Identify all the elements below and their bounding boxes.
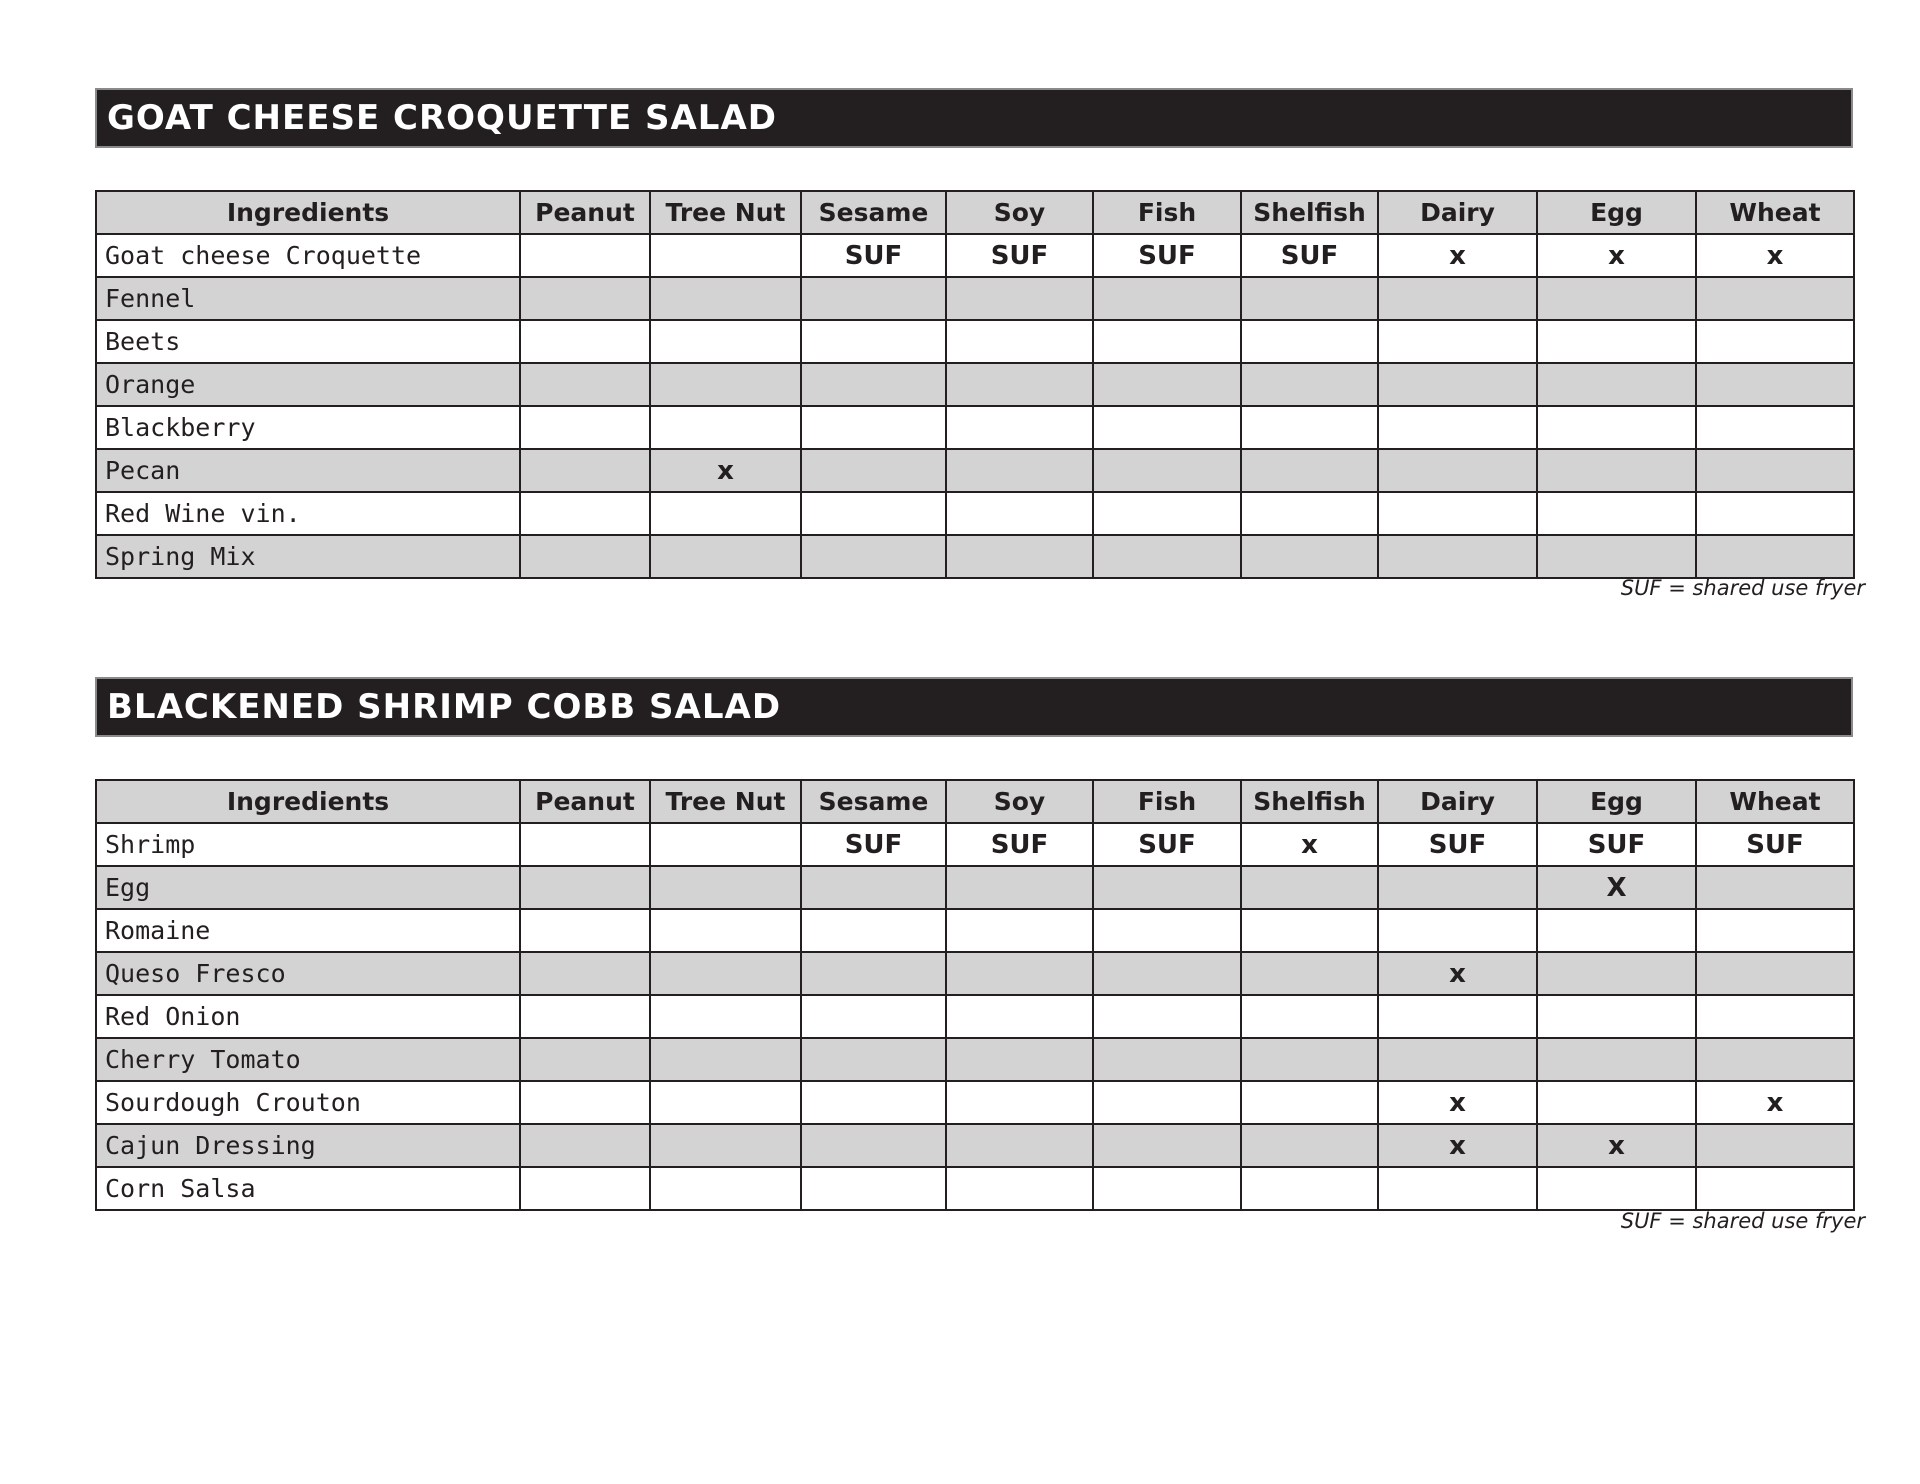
allergen-mark-cell: [801, 406, 946, 449]
allergen-mark-cell: [1696, 1167, 1854, 1210]
allergen-mark-cell: [1093, 1124, 1241, 1167]
allergen-mark-cell: [1093, 1038, 1241, 1081]
ingredient-cell: Goat cheese Croquette: [96, 234, 520, 277]
column-header: Wheat: [1696, 191, 1854, 234]
footnote: SUF = shared use fryer: [1620, 1209, 1865, 1233]
allergen-mark-cell: [1696, 277, 1854, 320]
column-header: Soy: [946, 191, 1093, 234]
column-header: Ingredients: [96, 191, 520, 234]
column-header: Shelfish: [1241, 191, 1378, 234]
column-header: Sesame: [801, 191, 946, 234]
table-row: [96, 277, 1854, 320]
allergen-table: [95, 190, 1855, 579]
allergen-mark-cell: [1537, 995, 1696, 1038]
allergen-mark-cell: [1093, 492, 1241, 535]
allergen-section-shrimp-cobb: [95, 677, 1865, 1233]
allergen-mark-cell: x: [1696, 1081, 1854, 1124]
table-row: [96, 1167, 1854, 1210]
allergen-mark-cell: [520, 866, 650, 909]
allergen-mark-cell: [801, 909, 946, 952]
allergen-mark-cell: [650, 1038, 801, 1081]
table-row: [96, 492, 1854, 535]
allergen-mark-cell: [650, 952, 801, 995]
allergen-mark-cell: [1537, 535, 1696, 578]
allergen-mark-cell: [520, 492, 650, 535]
column-header: Ingredients: [96, 780, 520, 823]
allergen-mark-cell: [1093, 535, 1241, 578]
allergen-mark-cell: [946, 320, 1093, 363]
allergen-mark-cell: x: [1241, 823, 1378, 866]
allergen-mark-cell: [1696, 492, 1854, 535]
ingredient-cell: Egg: [96, 866, 520, 909]
allergen-mark-cell: [1696, 320, 1854, 363]
allergen-mark-cell: [1378, 866, 1537, 909]
allergen-mark-cell: [801, 995, 946, 1038]
allergen-mark-cell: [801, 535, 946, 578]
allergen-mark-cell: SUF: [1093, 823, 1241, 866]
allergen-mark-cell: x: [1537, 1124, 1696, 1167]
allergen-mark-cell: [1537, 363, 1696, 406]
allergen-mark-cell: [650, 1081, 801, 1124]
allergen-mark-cell: [1241, 952, 1378, 995]
allergen-mark-cell: [946, 449, 1093, 492]
allergen-mark-cell: [1241, 1038, 1378, 1081]
table-row: [96, 1038, 1854, 1081]
allergen-mark-cell: [1537, 1081, 1696, 1124]
table-row: [96, 866, 1854, 909]
allergen-mark-cell: [1241, 277, 1378, 320]
allergen-mark-cell: [1378, 492, 1537, 535]
allergen-mark-cell: SUF: [801, 823, 946, 866]
allergen-mark-cell: [1696, 406, 1854, 449]
table-row: [96, 363, 1854, 406]
allergen-mark-cell: [1696, 1038, 1854, 1081]
allergen-mark-cell: [1696, 866, 1854, 909]
allergen-mark-cell: [1378, 909, 1537, 952]
allergen-mark-cell: [1696, 449, 1854, 492]
allergen-mark-cell: [1537, 1167, 1696, 1210]
allergen-mark-cell: [1378, 1167, 1537, 1210]
allergen-mark-cell: [1537, 449, 1696, 492]
allergen-mark-cell: [801, 866, 946, 909]
allergen-mark-cell: [520, 406, 650, 449]
allergen-mark-cell: [1093, 320, 1241, 363]
allergen-mark-cell: [1696, 995, 1854, 1038]
allergen-mark-cell: [1378, 320, 1537, 363]
allergen-mark-cell: [1241, 406, 1378, 449]
allergen-mark-cell: x: [1696, 234, 1854, 277]
allergen-mark-cell: [946, 952, 1093, 995]
column-header: Shelfish: [1241, 780, 1378, 823]
table-header-row: [96, 780, 1854, 823]
allergen-mark-cell: [650, 995, 801, 1038]
allergen-mark-cell: [520, 1167, 650, 1210]
allergen-mark-cell: [650, 277, 801, 320]
allergen-mark-cell: [946, 866, 1093, 909]
allergen-mark-cell: x: [1378, 1124, 1537, 1167]
allergen-mark-cell: [946, 492, 1093, 535]
allergen-mark-cell: [1093, 866, 1241, 909]
allergen-mark-cell: [801, 277, 946, 320]
allergen-mark-cell: [650, 866, 801, 909]
allergen-mark-cell: [1241, 1124, 1378, 1167]
allergen-mark-cell: [1093, 952, 1241, 995]
allergen-mark-cell: [801, 1124, 946, 1167]
allergen-mark-cell: [801, 1081, 946, 1124]
allergen-mark-cell: [946, 995, 1093, 1038]
allergen-mark-cell: [1378, 1038, 1537, 1081]
allergen-mark-cell: [520, 952, 650, 995]
allergen-mark-cell: [1537, 406, 1696, 449]
ingredient-cell: Corn Salsa: [96, 1167, 520, 1210]
ingredient-cell: Orange: [96, 363, 520, 406]
section-title-banner: [95, 677, 1853, 737]
table-row: [96, 1081, 1854, 1124]
allergen-mark-cell: [946, 406, 1093, 449]
ingredient-cell: Cajun Dressing: [96, 1124, 520, 1167]
allergen-mark-cell: [1696, 1124, 1854, 1167]
column-header: Tree Nut: [650, 191, 801, 234]
allergen-mark-cell: x: [1537, 234, 1696, 277]
footnote: SUF = shared use fryer: [1620, 576, 1865, 600]
allergen-mark-cell: [1537, 320, 1696, 363]
allergen-mark-cell: [520, 823, 650, 866]
allergen-mark-cell: [1537, 1038, 1696, 1081]
allergen-mark-cell: SUF: [1696, 823, 1854, 866]
column-header: Fish: [1093, 191, 1241, 234]
table-row: [96, 823, 1854, 866]
allergen-mark-cell: [946, 1124, 1093, 1167]
allergen-mark-cell: [1093, 1081, 1241, 1124]
allergen-mark-cell: [801, 952, 946, 995]
table-row: [96, 320, 1854, 363]
allergen-mark-cell: [650, 492, 801, 535]
allergen-mark-cell: SUF: [946, 234, 1093, 277]
ingredient-cell: Shrimp: [96, 823, 520, 866]
allergen-mark-cell: [520, 1038, 650, 1081]
ingredient-cell: Beets: [96, 320, 520, 363]
section-title-banner: [95, 88, 1853, 148]
ingredient-cell: Blackberry: [96, 406, 520, 449]
table-row: [96, 1124, 1854, 1167]
allergen-mark-cell: [520, 234, 650, 277]
table-body: [96, 823, 1854, 1210]
allergen-mark-cell: [1241, 535, 1378, 578]
table-header-row: [96, 191, 1854, 234]
allergen-mark-cell: [1537, 952, 1696, 995]
allergen-mark-cell: [1241, 866, 1378, 909]
allergen-mark-cell: x: [1378, 234, 1537, 277]
allergen-mark-cell: SUF: [1093, 234, 1241, 277]
allergen-mark-cell: [1093, 995, 1241, 1038]
column-header: Sesame: [801, 780, 946, 823]
allergen-mark-cell: SUF: [1241, 234, 1378, 277]
allergen-mark-cell: [801, 320, 946, 363]
allergen-mark-cell: [1537, 277, 1696, 320]
allergen-mark-cell: [1241, 1167, 1378, 1210]
allergen-mark-cell: [650, 823, 801, 866]
allergen-mark-cell: [1241, 1081, 1378, 1124]
allergen-mark-cell: [650, 234, 801, 277]
allergen-mark-cell: [946, 1167, 1093, 1210]
allergen-mark-cell: [520, 449, 650, 492]
allergen-mark-cell: X: [1537, 866, 1696, 909]
column-header: Fish: [1093, 780, 1241, 823]
allergen-mark-cell: [1093, 406, 1241, 449]
allergen-mark-cell: [801, 363, 946, 406]
allergen-mark-cell: [1241, 320, 1378, 363]
allergen-mark-cell: [520, 995, 650, 1038]
column-header: Wheat: [1696, 780, 1854, 823]
table-row: [96, 406, 1854, 449]
allergen-mark-cell: [1093, 909, 1241, 952]
table-row: [96, 952, 1854, 995]
allergen-mark-cell: [1378, 406, 1537, 449]
allergen-mark-cell: [946, 909, 1093, 952]
allergen-mark-cell: [1696, 952, 1854, 995]
allergen-mark-cell: [801, 492, 946, 535]
allergen-mark-cell: [1537, 909, 1696, 952]
column-header: Soy: [946, 780, 1093, 823]
allergen-mark-cell: [1378, 535, 1537, 578]
allergen-mark-cell: [520, 535, 650, 578]
allergen-mark-cell: [1241, 363, 1378, 406]
allergen-mark-cell: [1378, 277, 1537, 320]
table-body: [96, 234, 1854, 578]
ingredient-cell: Sourdough Crouton: [96, 1081, 520, 1124]
column-header: Peanut: [520, 191, 650, 234]
allergen-mark-cell: [520, 277, 650, 320]
allergen-mark-cell: [1241, 995, 1378, 1038]
allergen-mark-cell: [1378, 449, 1537, 492]
column-header: Egg: [1537, 780, 1696, 823]
allergen-mark-cell: [650, 406, 801, 449]
allergen-mark-cell: [1093, 277, 1241, 320]
allergen-mark-cell: [1093, 449, 1241, 492]
allergen-mark-cell: [1093, 1167, 1241, 1210]
allergen-mark-cell: [1241, 449, 1378, 492]
allergen-mark-cell: x: [1378, 1081, 1537, 1124]
allergen-mark-cell: SUF: [946, 823, 1093, 866]
allergen-mark-cell: [1241, 909, 1378, 952]
ingredient-cell: Spring Mix: [96, 535, 520, 578]
table-row: [96, 909, 1854, 952]
section-title: BLACKENED SHRIMP COBB SALAD: [107, 687, 782, 727]
allergen-mark-cell: [520, 1081, 650, 1124]
allergen-mark-cell: [946, 1081, 1093, 1124]
allergen-mark-cell: [1696, 363, 1854, 406]
allergen-mark-cell: x: [650, 449, 801, 492]
ingredient-cell: Red Wine vin.: [96, 492, 520, 535]
allergen-mark-cell: [1378, 363, 1537, 406]
table-row: [96, 995, 1854, 1038]
allergen-mark-cell: [801, 449, 946, 492]
allergen-mark-cell: [520, 320, 650, 363]
allergen-mark-cell: [650, 363, 801, 406]
allergen-mark-cell: [946, 363, 1093, 406]
column-header: Dairy: [1378, 780, 1537, 823]
allergen-mark-cell: [650, 1124, 801, 1167]
allergen-mark-cell: SUF: [801, 234, 946, 277]
allergen-mark-cell: [801, 1167, 946, 1210]
ingredient-cell: Cherry Tomato: [96, 1038, 520, 1081]
allergen-mark-cell: [520, 1124, 650, 1167]
allergen-mark-cell: [1696, 909, 1854, 952]
allergen-mark-cell: x: [1378, 952, 1537, 995]
allergen-mark-cell: [520, 363, 650, 406]
ingredient-cell: Queso Fresco: [96, 952, 520, 995]
allergen-mark-cell: [650, 320, 801, 363]
column-header: Peanut: [520, 780, 650, 823]
ingredient-cell: Pecan: [96, 449, 520, 492]
allergen-mark-cell: [1378, 995, 1537, 1038]
ingredient-cell: Fennel: [96, 277, 520, 320]
allergen-mark-cell: [1696, 535, 1854, 578]
allergen-mark-cell: [946, 1038, 1093, 1081]
section-title: GOAT CHEESE CROQUETTE SALAD: [107, 98, 778, 138]
allergen-mark-cell: SUF: [1378, 823, 1537, 866]
allergen-mark-cell: [650, 535, 801, 578]
allergen-mark-cell: [1093, 363, 1241, 406]
ingredient-cell: Red Onion: [96, 995, 520, 1038]
ingredient-cell: Romaine: [96, 909, 520, 952]
allergen-mark-cell: [1241, 492, 1378, 535]
column-header: Dairy: [1378, 191, 1537, 234]
allergen-mark-cell: [1537, 492, 1696, 535]
table-row: [96, 234, 1854, 277]
allergen-mark-cell: [801, 1038, 946, 1081]
allergen-mark-cell: SUF: [1537, 823, 1696, 866]
table-row: [96, 449, 1854, 492]
allergen-mark-cell: [650, 909, 801, 952]
allergen-mark-cell: [650, 1167, 801, 1210]
allergen-section-goat-cheese: [95, 88, 1865, 600]
allergen-mark-cell: [946, 535, 1093, 578]
column-header: Tree Nut: [650, 780, 801, 823]
table-row: [96, 535, 1854, 578]
allergen-table: [95, 779, 1855, 1211]
allergen-mark-cell: [520, 909, 650, 952]
column-header: Egg: [1537, 191, 1696, 234]
allergen-mark-cell: [946, 277, 1093, 320]
